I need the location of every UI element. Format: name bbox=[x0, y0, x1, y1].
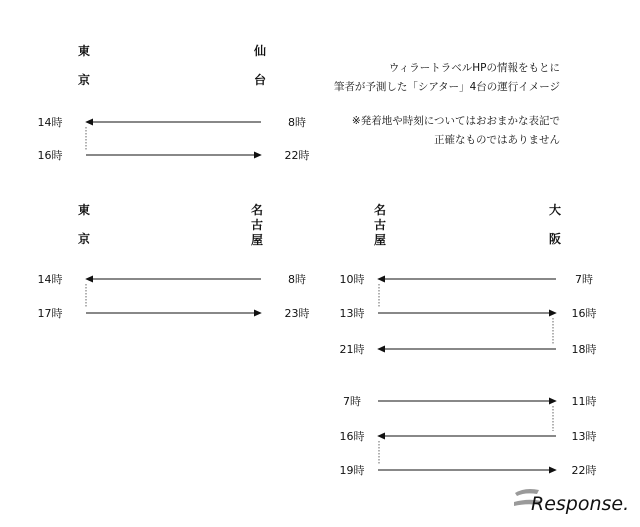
info-note bbox=[334, 61, 560, 146]
note-line: 筆者が予測した「シアター」4台の運行イメージ bbox=[333, 81, 560, 93]
station-left: 東京 bbox=[77, 44, 91, 87]
station-left: 東京 bbox=[77, 203, 91, 246]
station-left: 名古屋 bbox=[373, 203, 387, 247]
departure-time-right: 23時 bbox=[284, 307, 310, 320]
departure-time-left: 19時 bbox=[339, 464, 365, 477]
departure-time-left: 21時 bbox=[339, 343, 365, 356]
departure-time-right: 8時 bbox=[288, 273, 306, 286]
departure-time-left: 13時 bbox=[339, 307, 365, 320]
departure-time-right: 8時 bbox=[288, 116, 306, 129]
note-line: ※発着地や時刻についてはおおまかな表記で bbox=[351, 115, 560, 127]
departure-time-right: 18時 bbox=[571, 343, 597, 356]
response-logo bbox=[514, 489, 629, 515]
station-right: 名古屋 bbox=[250, 203, 264, 247]
departure-time-right: 16時 bbox=[571, 307, 597, 320]
departure-time-right: 11時 bbox=[571, 395, 597, 408]
departure-time-left: 7時 bbox=[343, 395, 361, 408]
note-line: 正確なものではありません bbox=[434, 134, 560, 146]
departure-time-left: 10時 bbox=[339, 273, 365, 286]
departure-time-left: 14時 bbox=[37, 116, 63, 129]
departure-time-left: 16時 bbox=[339, 430, 365, 443]
departure-time-left: 14時 bbox=[37, 273, 63, 286]
departure-time-right: 22時 bbox=[284, 149, 310, 162]
station-right: 大阪 bbox=[548, 203, 562, 246]
departure-time-right: 7時 bbox=[575, 273, 593, 286]
logo-text: Response. bbox=[531, 493, 630, 515]
note-line: ウィラートラベルHPの情報をもとに bbox=[388, 62, 560, 74]
departure-time-left: 17時 bbox=[37, 307, 63, 320]
departure-time-right: 22時 bbox=[571, 464, 597, 477]
station-right: 仙台 bbox=[253, 44, 267, 87]
diagram-sendai bbox=[38, 43, 310, 162]
diagram-nagoya bbox=[38, 202, 310, 320]
departure-time-right: 13時 bbox=[571, 430, 597, 443]
departure-time-left: 16時 bbox=[37, 149, 63, 162]
diagram-osaka bbox=[340, 202, 597, 477]
